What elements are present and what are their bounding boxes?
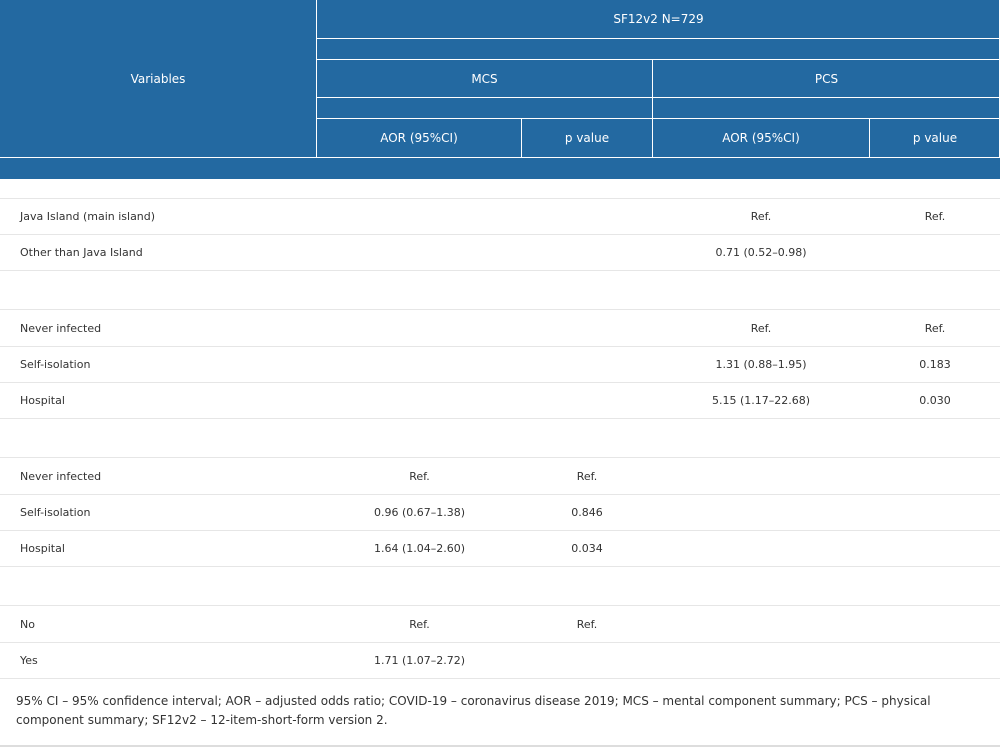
row-label: Never infected [20, 469, 102, 483]
pcs-aor-cell [653, 458, 869, 494]
mcs-p-cell [522, 419, 652, 457]
table-row [0, 606, 1000, 643]
pcs-p-cell [870, 179, 1000, 198]
row-label: Other than Java Island [20, 246, 143, 259]
mcs-p-cell: Ref. [576, 617, 598, 631]
pcs-aor-cell [653, 643, 869, 678]
table-row [0, 179, 1000, 199]
pcs-p-cell [870, 458, 1000, 494]
mcs-p-cell: Ref. [576, 469, 598, 483]
mcs-p-cell [522, 235, 652, 270]
divider [317, 38, 1000, 39]
pcs-p-cell [870, 495, 1000, 530]
header-sf12: SF12v2 N=729 [613, 12, 704, 26]
pcs-p-cell: 0.183 [919, 358, 951, 371]
pcs-aor-cell: 5.15 (1.17–22.68) [711, 394, 811, 407]
mcs-p-cell: 0.034 [571, 542, 603, 555]
table-row [0, 531, 1000, 567]
table-row [0, 567, 1000, 606]
pcs-p-cell [870, 271, 1000, 309]
row-label: Hospital [20, 542, 65, 555]
pcs-p-cell [870, 235, 1000, 270]
pcs-aor-cell [653, 271, 869, 309]
table-row [0, 458, 1000, 495]
row-label: Hospital [20, 394, 65, 407]
mcs-p-cell [522, 199, 652, 234]
pcs-p-cell [870, 567, 1000, 605]
table-row [0, 347, 1000, 383]
header-p-pcs: p value [912, 131, 958, 145]
mcs-p-cell [522, 643, 652, 678]
mcs-aor-cell [318, 419, 521, 457]
pcs-p-cell [870, 606, 1000, 642]
divider [0, 157, 1000, 158]
header-p-mcs: p value [564, 131, 610, 145]
table-row [0, 199, 1000, 235]
mcs-aor-cell [318, 347, 521, 382]
header-aor-mcs: AOR (95%CI) [380, 131, 458, 145]
mcs-aor-cell: 0.96 (0.67–1.38) [373, 506, 466, 519]
pcs-aor-cell [653, 495, 869, 530]
table-row [0, 495, 1000, 531]
pcs-aor-cell [653, 419, 869, 457]
mcs-p-cell: 0.846 [571, 506, 603, 519]
row-label: No [20, 617, 35, 631]
mcs-p-cell [522, 310, 652, 346]
row-label: Self-isolation [20, 358, 91, 371]
pcs-aor-cell [653, 179, 869, 198]
pcs-p-cell [870, 419, 1000, 457]
mcs-aor-cell: Ref. [409, 469, 430, 483]
table-row [0, 383, 1000, 419]
table-row [0, 419, 1000, 458]
pcs-aor-cell: 0.71 (0.52–0.98) [715, 246, 807, 259]
header-aor-pcs: AOR (95%CI) [722, 131, 800, 145]
pcs-aor-cell: 1.31 (0.88–1.95) [715, 358, 807, 371]
mcs-aor-cell [318, 199, 521, 234]
pcs-aor-cell [653, 606, 869, 642]
row-label: Yes [20, 654, 38, 667]
pcs-p-cell: Ref. [924, 210, 946, 223]
header-pcs: PCS [814, 71, 839, 86]
table-row [0, 271, 1000, 310]
mcs-aor-cell: 1.71 (1.07–2.72) [373, 654, 466, 667]
mcs-aor-cell: Ref. [409, 617, 430, 631]
mcs-aor-cell [318, 567, 521, 605]
mcs-p-cell [522, 567, 652, 605]
header-variables: Variables [130, 71, 186, 86]
mcs-p-cell [522, 179, 652, 198]
row-label: Self-isolation [20, 506, 91, 519]
table-row [0, 643, 1000, 679]
pcs-p-cell: 0.030 [919, 394, 951, 407]
mcs-aor-cell [318, 179, 521, 198]
mcs-p-cell [522, 347, 652, 382]
header-mcs: MCS [471, 71, 498, 86]
pcs-aor-cell: Ref. [750, 321, 772, 335]
mcs-aor-cell [318, 383, 521, 418]
mcs-aor-cell [318, 271, 521, 309]
bottom-rule [0, 745, 1000, 747]
row-label: Java Island (main island) [20, 210, 156, 223]
pcs-p-cell: Ref. [924, 321, 946, 335]
pcs-p-cell [870, 643, 1000, 678]
pcs-aor-cell [653, 531, 869, 566]
footnote: 95% CI – 95% confidence interval; AOR – adjusted odds ratio; COVID-19 – coronavirus disease 2019; MCS – mental component summary; PCS – physical component summary; SF12v2 – 12-item-short-form version 2. [16, 694, 931, 727]
mcs-p-cell [522, 383, 652, 418]
row-label: Never infected [20, 321, 102, 335]
mcs-aor-cell [318, 235, 521, 270]
mcs-aor-cell [318, 310, 521, 346]
mcs-aor-cell: 1.64 (1.04–2.60) [373, 542, 466, 555]
table-header [0, 0, 1000, 179]
mcs-p-cell [522, 271, 652, 309]
divider [317, 97, 1000, 98]
pcs-p-cell [870, 531, 1000, 566]
pcs-aor-cell [653, 567, 869, 605]
table-row [0, 235, 1000, 271]
pcs-aor-cell: Ref. [750, 210, 772, 223]
table-row [0, 310, 1000, 347]
